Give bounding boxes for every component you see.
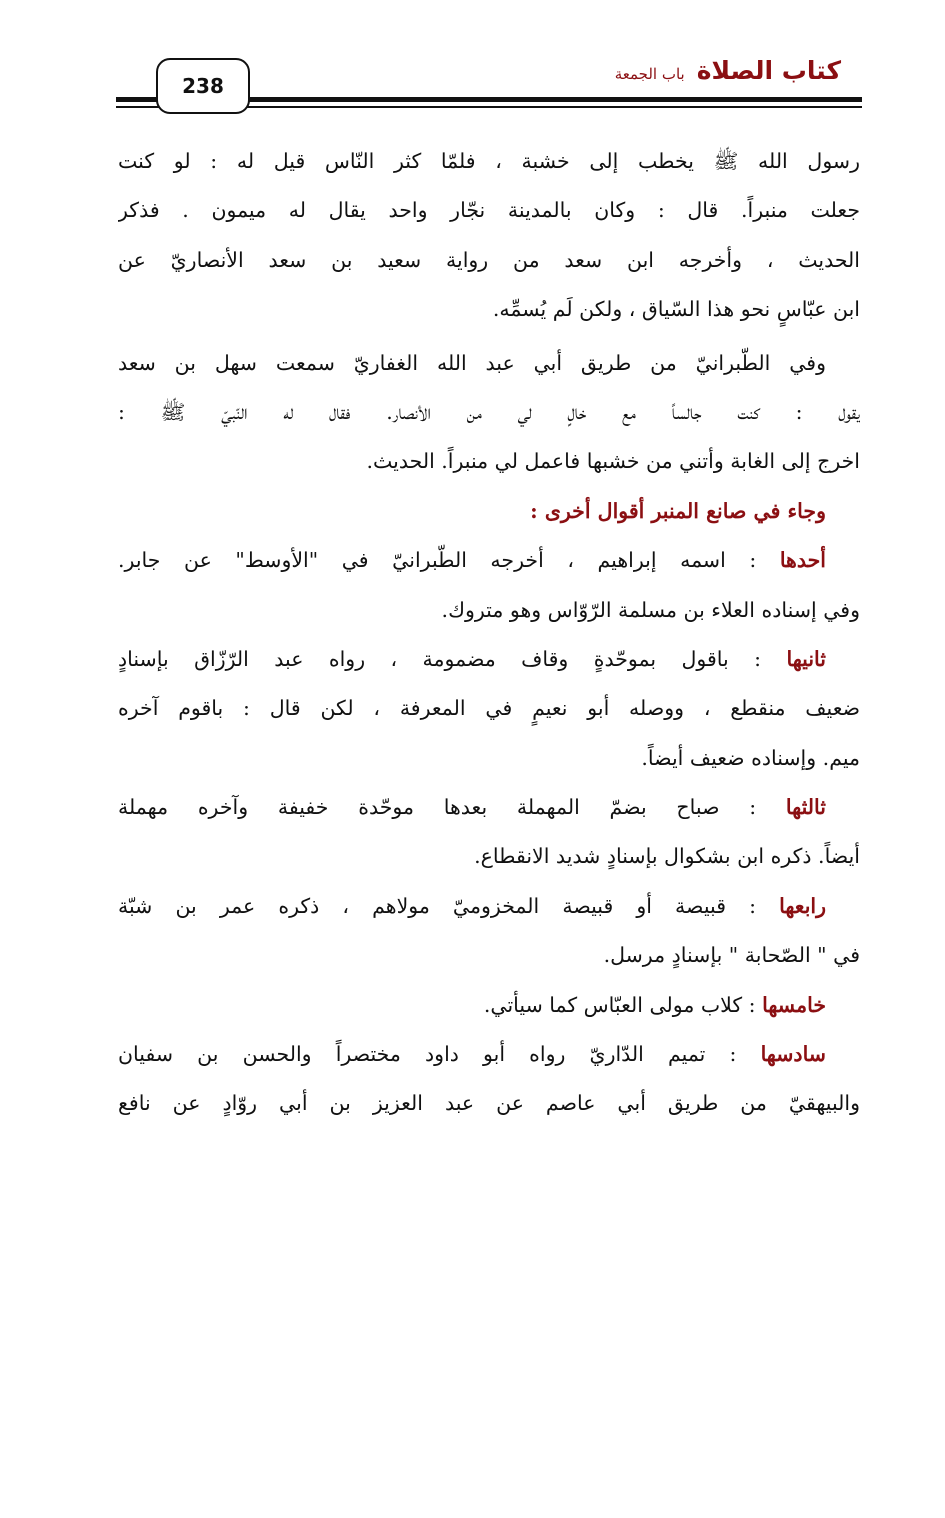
section-heading-line [118, 487, 860, 536]
text-line [118, 783, 860, 832]
line-text: ميم. وإسناده ضعيف أيضاً. [641, 745, 860, 770]
text-line [118, 186, 860, 235]
page-body [118, 137, 860, 1129]
line-text: : قبيصة أو قبيصة المخزوميّ مولاهم ، ذكره عمر بن شبّة [118, 893, 780, 918]
line-text: والبيهقيّ من طريق أبي عاصم عن عبد العزيز بن أبي روّادٍ عن نافع [118, 1091, 860, 1116]
text-line [118, 1079, 860, 1128]
text-line [118, 339, 860, 388]
text-line [118, 1030, 860, 1079]
text-line [118, 981, 860, 1030]
line-text: في " الصّحابة " بإسنادٍ مرسل. [603, 943, 860, 968]
line-text: جعلت منبراً. قال : وكان بالمدينة نجّار واحد يقال له ميمون . فذكر [118, 198, 860, 223]
item-keyword: رابعها [779, 893, 826, 918]
text-line [118, 684, 860, 733]
page-number-box [156, 58, 250, 114]
line-text: وفي الطّبرانيّ من طريق أبي عبد الله الغفاريّ سمعت سهل بن سعد [118, 350, 826, 375]
item-keyword: ثالثها [785, 795, 826, 820]
text-line [118, 734, 860, 783]
text-line [118, 285, 860, 334]
text-line [118, 437, 860, 486]
line-text: : تميم الدّاريّ رواه أبو داود مختصراً والحسن بن سفيان [118, 1042, 761, 1067]
page-header [0, 0, 945, 120]
line-text: : كلاب مولى العبّاس كما سيأتي. [483, 992, 763, 1017]
line-text: : باقول بموحّدةٍ وقاف مضمومة ، رواه عبد الرّزّاق بإسنادٍ [118, 646, 787, 671]
line-text: الحديث ، وأخرجه ابن سعد من رواية سعيد بن سعد الأنصاريّ عن [118, 247, 860, 272]
text-line [118, 236, 860, 285]
text-line [118, 388, 860, 437]
text-line [118, 635, 860, 684]
section-heading: وجاء في صانع المنبر أقوال أخرى : [530, 498, 826, 523]
running-head [615, 56, 841, 85]
line-text: : اسمه إبراهيم ، أخرجه الطّبرانيّ في "الأوسط" عن جابر. [118, 548, 780, 573]
line-text: ابن عبّاسٍ نحو هذا السّياق ، ولكن لَم يُسمِّه. [492, 297, 860, 322]
text-line [118, 137, 860, 186]
text-line [118, 586, 860, 635]
line-text: وفي إسناده العلاء بن مسلمة الرّوّاس وهو متروك. [441, 597, 860, 622]
line-text: رسول الله ﷺ يخطب إلى خشبة ، فلمّا كثر النّاس قيل له : لو كنت [118, 149, 860, 173]
line-text: : صباح بضمّ المهملة بعدها موحّدة خفيفة وآخره مهملة [118, 795, 786, 820]
book-title: كتاب الصلاة [696, 56, 841, 85]
text-line [118, 832, 860, 881]
line-text: اخرج إلى الغابة وأتني من خشبها فاعمل لي منبراً. الحديث. [366, 449, 860, 474]
line-text: أيضاً. ذكره ابن بشكوال بإسنادٍ شديد الانقطاع. [474, 844, 860, 869]
line-text: يقول : كنت جالساً مع خالٍ لي من الأنصار. فقال له النّبيّ ﷺ : [118, 399, 860, 424]
item-keyword: أحدها [779, 548, 826, 573]
chapter-title: باب الجمعة [614, 65, 685, 83]
page-number: 238 [182, 74, 224, 98]
text-line [118, 882, 860, 931]
item-keyword: ثانيها [786, 646, 826, 671]
text-line [118, 931, 860, 980]
line-text: ضعيف منقطع ، ووصله أبو نعيمٍ في المعرفة ، لكن قال : باقوم آخره [118, 696, 860, 721]
item-keyword: خامسها [762, 992, 826, 1017]
text-line [118, 536, 860, 585]
item-keyword: سادسها [760, 1042, 826, 1067]
